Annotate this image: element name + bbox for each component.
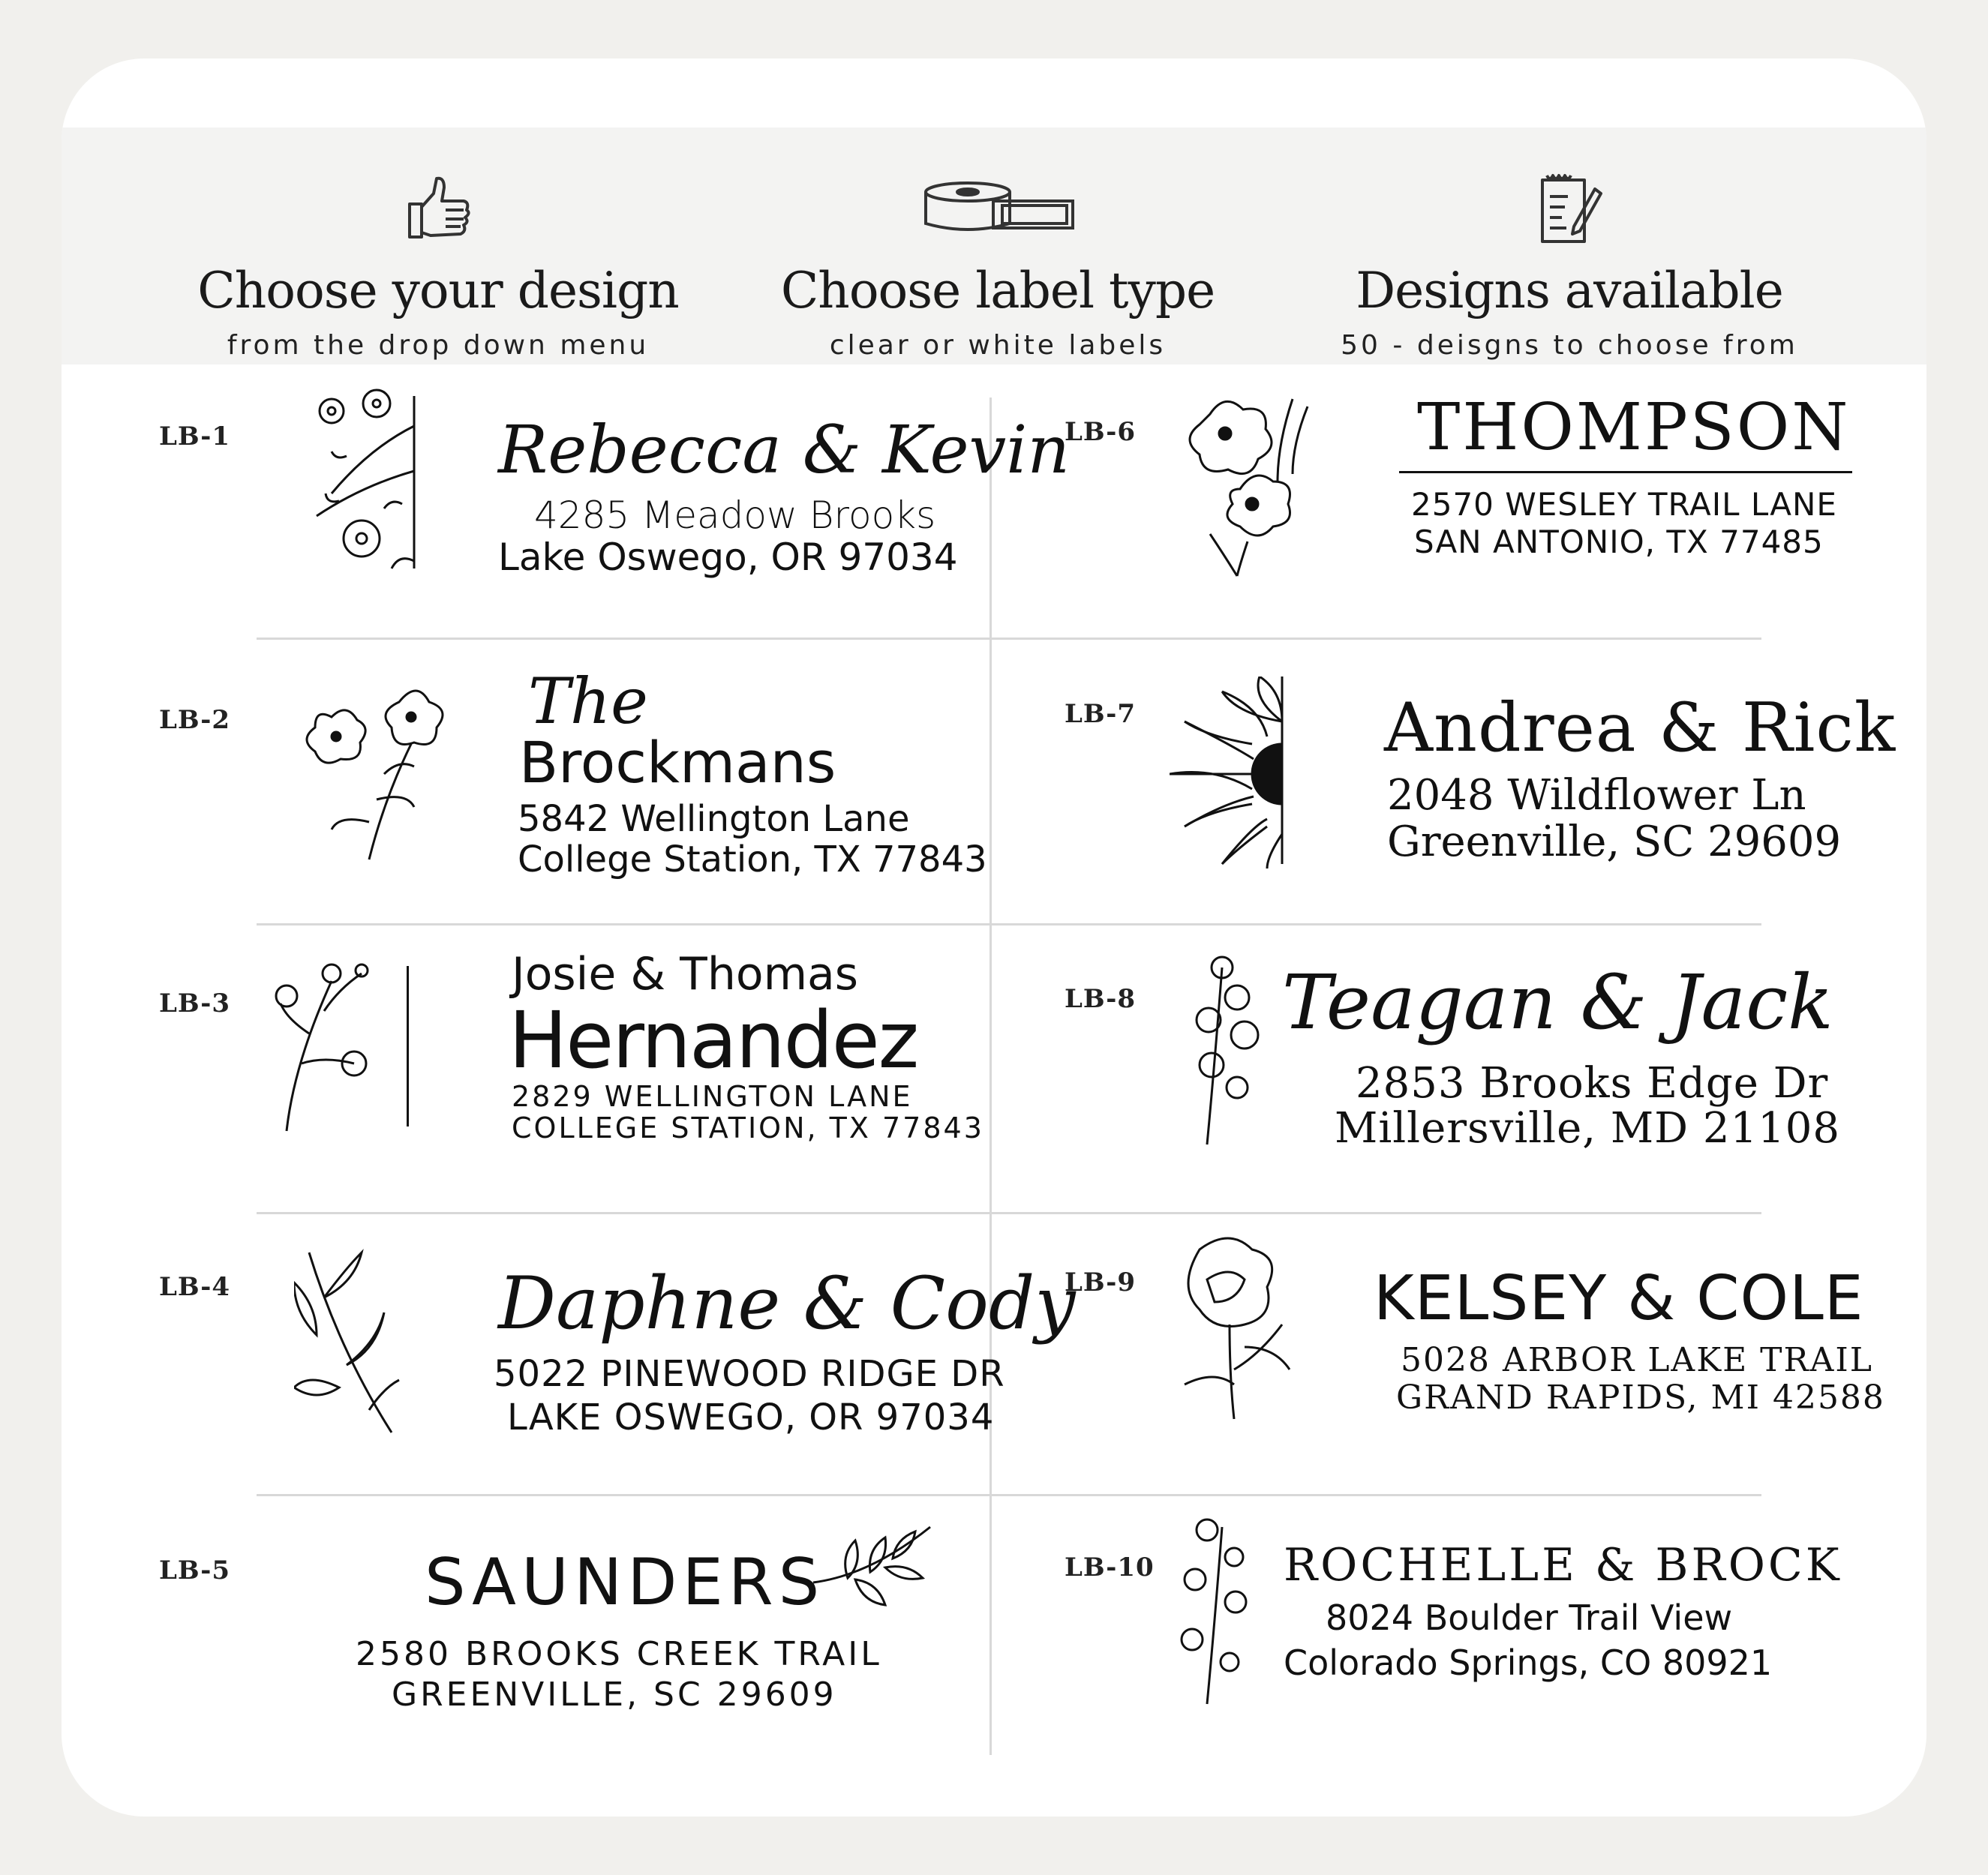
feature-title: Choose label type	[780, 262, 1215, 320]
label-design-lb-9[interactable]	[1065, 1227, 1926, 1504]
address-line-1: 2829 WELLINGTON LANE	[512, 1080, 913, 1113]
olive-branch-icon	[810, 1522, 938, 1612]
design-code: LB-8	[1065, 984, 1137, 1014]
wildflower-sprig-icon	[272, 951, 384, 1138]
label-design-lb-1[interactable]	[159, 381, 1071, 658]
label-name: THOMPSON	[1417, 390, 1851, 465]
features-band	[62, 128, 1926, 364]
label-name: Brockmans	[519, 729, 836, 796]
label-design-lb-7[interactable]	[1065, 658, 1926, 936]
leaf-branch-icon	[294, 1245, 407, 1440]
address-line-1: 8024 Boulder Trail View	[1326, 1598, 1733, 1638]
address-line-2: GRAND RAPIDS, MI 42588	[1396, 1378, 1885, 1417]
address-line-2: Millersville, MD 21108	[1335, 1104, 1841, 1153]
design-code: LB-3	[159, 988, 231, 1018]
label-design-lb-5[interactable]	[159, 1515, 1044, 1792]
thumbs-up-icon	[401, 171, 476, 246]
address-line-2: COLLEGE STATION, TX 77843	[512, 1112, 984, 1144]
address-line-2: Colorado Springs, CO 80921	[1284, 1642, 1773, 1683]
floral-corner-icon	[302, 381, 422, 576]
design-code: LB-7	[1065, 699, 1137, 729]
feature-title: Designs available	[1356, 262, 1783, 320]
address-line-2: LAKE OSWEGO, OR 97034	[507, 1396, 995, 1438]
horizontal-rule	[1399, 471, 1852, 473]
feature-subtitle: clear or white labels	[829, 330, 1167, 361]
address-line-1: 5022 PINEWOOD RIDGE DR	[494, 1353, 1005, 1395]
address-line-1: 2570 WESLEY TRAIL LANE	[1411, 486, 1837, 523]
design-code: LB-1	[159, 422, 231, 452]
label-name: Andrea & Rick	[1384, 688, 1896, 767]
label-design-lb-6[interactable]	[1065, 376, 1926, 654]
label-name: Daphne & Cody	[498, 1262, 1076, 1346]
blossom-stem-icon	[1177, 1512, 1252, 1707]
eucalyptus-sprig-icon	[1192, 952, 1275, 1148]
address-line-2: Greenville, SC 29609	[1387, 818, 1842, 866]
feature-designs-available	[1307, 171, 1832, 361]
design-code: LB-6	[1065, 417, 1137, 447]
vertical-rule	[407, 966, 409, 1126]
design-code: LB-4	[159, 1272, 231, 1302]
notepad-pencil-icon	[1532, 171, 1607, 246]
design-code: LB-5	[159, 1556, 231, 1586]
address-line-2: SAN ANTONIO, TX 77485	[1414, 524, 1824, 560]
label-design-lb-10[interactable]	[1065, 1512, 1926, 1790]
half-sunflower-icon	[1170, 676, 1290, 872]
label-design-lb-4[interactable]	[159, 1232, 1076, 1509]
label-name: KELSEY & COLE	[1374, 1263, 1864, 1334]
address-line-1: 2048 Wildflower Ln	[1387, 771, 1806, 820]
label-name: SAUNDERS	[425, 1545, 825, 1620]
address-line-1: 4285 Meadow Brooks	[534, 494, 936, 537]
feature-title: Choose your design	[197, 262, 679, 320]
wild-rose-icon	[1165, 384, 1315, 579]
label-name: ROCHELLE & BROCK	[1284, 1539, 1842, 1592]
label-design-lb-8[interactable]	[1065, 944, 1926, 1221]
address-line-2: College Station, TX 77843	[518, 838, 987, 880]
poppy-flowers-icon	[279, 672, 459, 867]
address-line-1: 5842 Wellington Lane	[518, 798, 910, 840]
address-line-2: GREENVILLE, SC 29609	[392, 1676, 837, 1714]
feature-label-type	[735, 171, 1260, 361]
feature-subtitle: from the drop down menu	[227, 330, 650, 361]
label-name: Rebecca & Kevin	[498, 411, 1071, 488]
label-name: Teagan & Jack	[1282, 958, 1833, 1046]
design-code: LB-9	[1065, 1268, 1137, 1298]
feature-subtitle: 50 - deisgns to choose from	[1341, 330, 1798, 361]
label-name-small: The	[528, 664, 648, 738]
design-code: LB-10	[1065, 1552, 1155, 1582]
address-line-1: 2580 BROOKS CREEK TRAIL	[356, 1635, 882, 1673]
address-line-2: Lake Oswego, OR 97034	[498, 536, 958, 579]
address-line-1: 5028 ARBOR LAKE TRAIL	[1401, 1341, 1874, 1379]
poppy-icon	[1170, 1234, 1297, 1422]
label-name-small: Josie & Thomas	[512, 948, 859, 1000]
label-design-lb-2[interactable]	[159, 664, 1044, 942]
feature-design	[176, 171, 701, 361]
label-design-lb-3[interactable]	[159, 948, 1044, 1226]
label-name: Hernandez	[509, 994, 918, 1086]
design-code: LB-2	[159, 705, 231, 735]
product-card	[62, 58, 1926, 1816]
tape-roll-icon	[915, 171, 1080, 246]
address-line-1: 2853 Brooks Edge Dr	[1356, 1059, 1829, 1108]
